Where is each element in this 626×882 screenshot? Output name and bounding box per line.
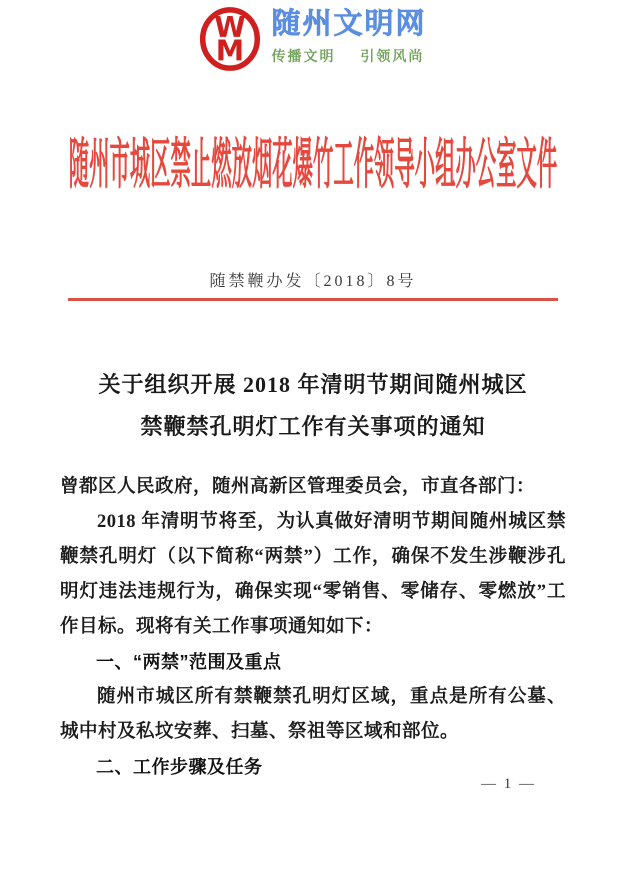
site-tagline [271, 46, 426, 66]
tagline-right: 引领风尚 [360, 49, 425, 65]
red-divider-line [68, 298, 558, 301]
doc-number: 随禁鞭办发〔2018〕8号 [209, 273, 417, 290]
document-letterhead [0, 128, 626, 196]
site-header [0, 6, 626, 72]
tagline-left: 传播文明 [271, 49, 336, 65]
body-paragraph-1: 2018 年清明节将至，为认真做好清明节期间随州城区禁鞭禁孔明灯（以下简称“两禁”）工作，确保不发生涉鞭涉孔明灯违法违规行为，确保实现“零销售、零储存、零燃放”工作目标。现将有关工作事项通知如下： [60, 512, 566, 637]
letterhead-title: 随州市城区禁止燃放烟花爆竹工作领导小组办公室文件 [68, 133, 558, 194]
doc-title [0, 364, 626, 448]
doc-body [60, 470, 566, 785]
page-number: — 1 — [481, 776, 536, 792]
body-paragraph-2: 随州市城区所有禁鞭禁孔明灯区域，重点是所有公墓、城中村及私坟安葬、扫墓、祭祖等区域和部位。 [60, 687, 566, 742]
section-heading-2: 二、工作步骤及任务 [96, 757, 263, 777]
doc-title-line1: 关于组织开展 2018 年清明节期间随州城区 [98, 372, 528, 397]
salutation: 曾都区人民政府，随州高新区管理委员会，市直各部门： [60, 477, 536, 497]
site-name[interactable]: 随州文明网 [271, 6, 427, 40]
letterhead-svg [65, 130, 561, 194]
site-logo-icon[interactable] [199, 6, 261, 72]
doc-title-line2: 禁鞭禁孔明灯工作有关事项的通知 [140, 414, 486, 439]
site-text-block [271, 6, 426, 66]
section-heading-1: 一、“两禁”范围及重点 [96, 652, 282, 672]
logo-monogram-w: W [214, 11, 247, 45]
logo-monogram-m: M [216, 34, 245, 68]
